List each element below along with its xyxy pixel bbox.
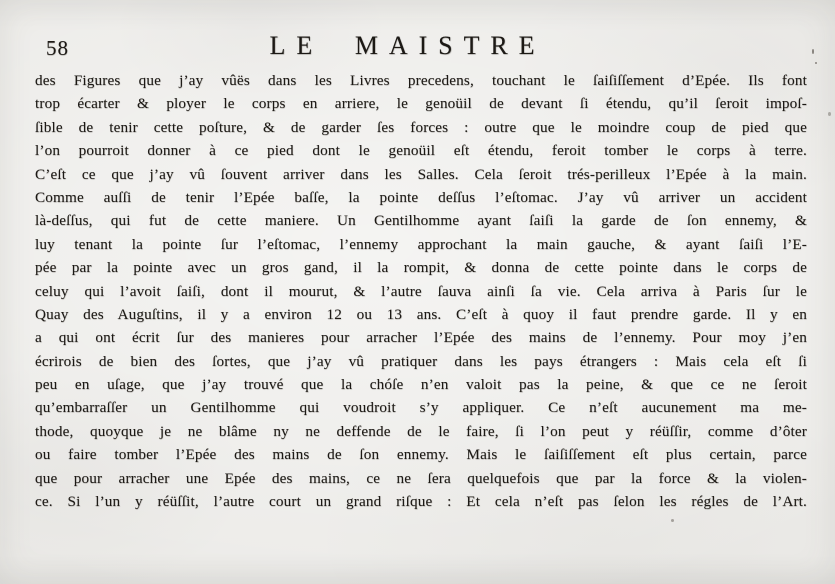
text-line: thode, quoyque je ne blâme ny ne deffende de le faire, ſi l’on peut y réüſſir, comme d’ôter xyxy=(35,422,807,440)
ink-speck xyxy=(815,62,817,64)
text-line: C’eſt ce que j’ay vû ſouvent arriver dans les Salles. Cela ſeroit trés-perilleux l’Epée à la main. xyxy=(35,165,807,183)
text-line: là-deſſus, qui fut de cette maniere. Un Gentilhomme ayant ſaiſi la garde de ſon ennemy, & xyxy=(35,212,807,230)
text-line: celuy qui l’avoit ſaiſi, dont il mourut, & l’autre ſauva ainſi ſa vie. Cela arriva à Paris ſur le xyxy=(35,282,807,300)
text-line: pée par la pointe avec un gros gand, il la rompit, & donna de cette pointe dans le corps de xyxy=(35,259,807,277)
page-number: 58 xyxy=(46,36,69,60)
text-line: ſible de tenir cette poſture, & de garder ſes forces : outre que le moindre coup de pied que xyxy=(35,118,807,136)
text-line: ce. Si l’un y réüſſit, l’autre court un grand riſque : Et cela n’eſt pas ſelon les régles de l’Art. xyxy=(35,493,807,511)
text-line: a qui ont écrit ſur des manieres pour arracher l’Epée des mains de l’ennemy. Pour moy j’en xyxy=(35,329,807,347)
text-line: Quay des Auguſtins, il y a environ 12 ou 13 ans. C’eſt à quoy il faut prendre garde. Il y en xyxy=(35,305,807,323)
text-line: écrirois de bien des ſortes, que j’ay vû pratiquer dans les pays étrangers : Mais cela eſt ſi xyxy=(35,352,807,370)
text-line: peu en uſage, que j’ay trouvé que la chóſe n’en valoit pas la peine, & que ce ne ſeroit xyxy=(35,376,807,394)
text-line: Comme auſſi de tenir l’Epée baſſe, la pointe deſſus l’eſtomac. J’ay vû arriver un accident xyxy=(35,188,807,206)
text-line: que pour arracher une Epée des mains, ce ne ſera quelquefois que par la force & la violen- xyxy=(35,469,807,487)
body-text xyxy=(35,69,807,513)
text-line: l’on pourroit donner à ce pied dont le genoüil eſt étendu, feroit tomber le corps à terre. xyxy=(35,142,807,160)
text-line: des Figures que j’ay vûës dans les Livres precedens, touchant le ſaiſiſſement d’Epée. Ils font xyxy=(35,72,807,89)
ink-speck xyxy=(671,519,674,522)
text-line: luy tenant la pointe ſur l’eſtomac, l’ennemy approchant la main gauche, & ayant ſaiſi l’E- xyxy=(35,235,807,253)
text-line: ou faire tomber l’Epée des mains de ſon ennemy. Mais le ſaiſiſſement eſt plus certain, parce xyxy=(35,446,807,464)
text-line: qu’embarraſſer un Gentilhomme qui voudroit s’y appliquer. Ce n’eſt aucunement ma me- xyxy=(35,399,807,417)
ink-speck xyxy=(828,112,831,116)
running-title: LE MAISTRE xyxy=(269,31,546,60)
text-line: trop écarter & ployer le corps en arriere, le genoüil de devant ſi étendu, qu’il ſeroit impoſ- xyxy=(35,95,807,113)
ink-speck xyxy=(812,49,814,54)
